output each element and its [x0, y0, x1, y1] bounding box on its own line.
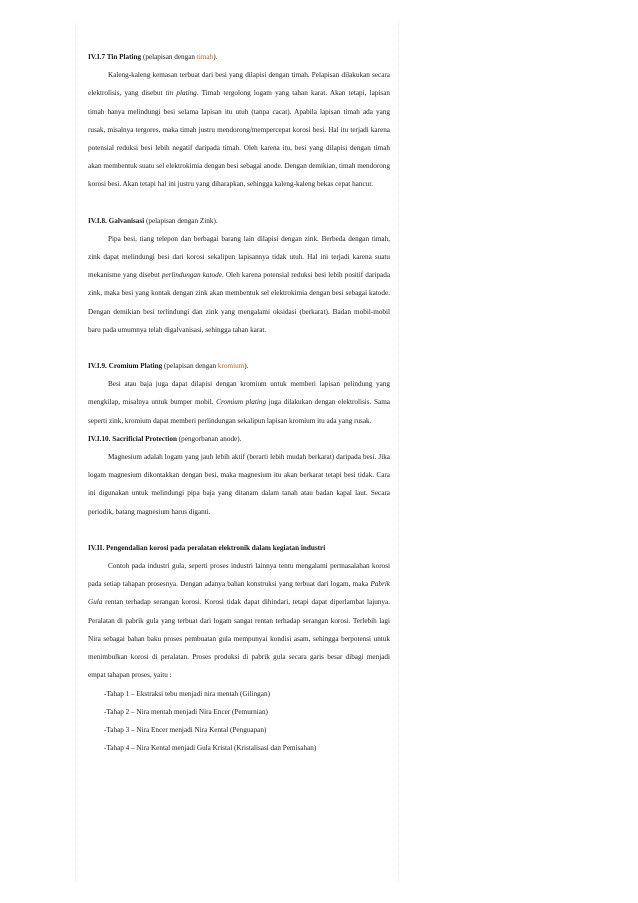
- italic-term: Cromium plating: [216, 398, 267, 407]
- heading-text: ).: [213, 53, 218, 61]
- heading-text: ).: [244, 362, 249, 371]
- left-margin-guide: [75, 22, 76, 881]
- paragraph-text: Contoh pada industri gula, seperti proses industri lainnya tentu mengalami permasalahan korosi pada setiap tahapan prosesnya. Dengan adanya bahan konstruksi yang terbuat dari logam, maka: [88, 562, 390, 589]
- heading-text: (pelapisan dengan Zink).: [144, 216, 218, 225]
- section-spacer: [88, 521, 390, 539]
- heading-bold-text: IV.I.7 Tin Plating: [88, 53, 142, 61]
- paragraph-text: Kaleng-kaleng kemasan terbuat dari besi yang dilapisi dengan timah. Pelapisan dilakukan secara elektrolisis, yang disebut: [88, 71, 390, 98]
- section-heading-cromium-plating: [88, 357, 390, 375]
- paragraph-sacrificial-protection: Magnesium adalah logam yang jauh lebih aktif (berarti lebih mudah berkarat) daripada besi. Jika logam magnesium dikontakkan dengan besi, maka magnesium itu akan berkarat tetapi besi tidak. Cara ini digunakan untuk melindungi pipa baja yang ditanam dalam tanah atau badan kapal laut. Secara periodik, batang magnesium harus diganti.: [88, 453, 390, 516]
- paragraph-text: . Oleh karena potensial reduksi besi lebih positif daripada zink, maka besi yang kontak dengan zink akan membentuk sel elektrokimia dengan besi sebagai katode. Dengan demikian besi terlindungi dan zink yang mengalami oksidasi (berkarat). Badan mobil-mobil baru pada umumnya telah digalvanisasi, sehingga tahan karat.: [88, 271, 391, 334]
- paragraph-text: Besi atau baja juga dapat dilapisi dengan kromium untuk memberi lapisan pelindung yang mengkilap, misalnya untuk bumper mobil.: [88, 380, 390, 407]
- heading-text: (pengorbanan anode).: [176, 434, 242, 443]
- heading-bold-text: IV.I.8. Galvanisasi: [88, 216, 145, 225]
- list-item-tahap-1: -Tahap 1 – Ekstraksi tebu menjadi nira mentah (Gilingan): [104, 689, 270, 698]
- heading-bold-text: IV.I.10. Sacrificial Protection: [88, 434, 177, 443]
- list-item-tahap-2: -Tahap 2 – Nira mentah menjadi Nira Encer (Pemurnian): [104, 707, 268, 716]
- heading-text: (pelapisan dengan: [141, 53, 197, 61]
- paragraph-text: rentan terhadap serangan korosi. Korosi tidak dapat dihindari, tetapi dapat diperlambat lajunya. Peralatan di pabrik gula yang terbuat dari logam sangat rentan terhadap serangan korosi. Terlebih lagi Nira sebagai bahan baku proses pembuatan gula mempunyai kondisi asam, sehingga berpotensi untuk menimbulkan korosi di peralatan. Proses produksi di pabrik gula secara garis besar dibagi menjadi empat tahapan proses, yaitu :: [88, 598, 390, 680]
- paragraph-pengendalian-korosi: [88, 557, 390, 684]
- section-heading-tin-plating: [88, 48, 390, 66]
- section-spacer: [88, 194, 390, 212]
- italic-term: Pabrik Gula: [88, 580, 390, 607]
- italic-term: tin plating: [165, 89, 197, 98]
- paragraph-tin-plating: [88, 66, 390, 193]
- italic-term: perlindungan katode: [161, 271, 222, 280]
- section-spacer: [88, 339, 390, 357]
- section-heading-pengendalian-korosi: IV.II. Pengendalian korosi pada peralatan elektronik dalam kegiatan industri: [88, 543, 326, 552]
- document-body: [88, 48, 390, 757]
- paragraph-text: . Timah tergolong logam yang tahan karat. Akan tetapi, lapisan timah hanya melindungi besi selama lapisan itu utuh (tanpa cacat). Apabila lapisan timah ada yang rusak, misalnya tergores, maka timah justru mendorong/mempercepat korosi besi. Hal itu terjadi karena potensial reduksi besi lebih negatif daripada timah. Oleh karena itu, besi yang dilapisi dengan timah akan membentuk suatu sel elektrokimia dengan besi sebagai anode. Dengan demikian, timah mendorong korosi besi. Akan tetapi hal ini justru yang diharapkan, sehingga kaleng-kaleng bekas cepat hancur.: [88, 89, 390, 189]
- section-heading-sacrificial-protection: [88, 430, 390, 448]
- paragraph-galvanisasi: [88, 230, 390, 339]
- heading-bold-text: IV.I.9. Cromium Plating: [88, 362, 163, 371]
- list-item-tahap-4: -Tahap 4 – Nira Kental menjadi Gula Kristal (Kristalisasi dan Pemisahan): [104, 744, 317, 753]
- list-item-tahap-3: -Tahap 3 – Nira Encer menjadi Nira Kental (Penguapan): [104, 725, 267, 734]
- right-margin-guide: [398, 22, 399, 881]
- heading-accent-text: timah: [196, 53, 214, 61]
- paragraph-cromium-plating: [88, 375, 390, 430]
- heading-text: (pelapisan dengan: [162, 362, 218, 371]
- paragraph-text: Pipa besi, tiang telepon dan berbagai barang lain dilapisi dengan zink. Berbeda dengan timah, zink dapat melindungi besi dari korosi sekalipun lapisannya tidak utuh. Hal ini terjadi karena suatu mekanisme yang disebut: [88, 234, 390, 280]
- paragraph-text: juga dilakukan dengan elektrolisis. Sama seperti zink, kromium dapat memberi perlindungan sekalipun lapisan kromium itu ada yang rusak.: [88, 398, 390, 425]
- section-heading-galvanisasi: [88, 212, 390, 230]
- heading-accent-text: kromium: [217, 362, 245, 371]
